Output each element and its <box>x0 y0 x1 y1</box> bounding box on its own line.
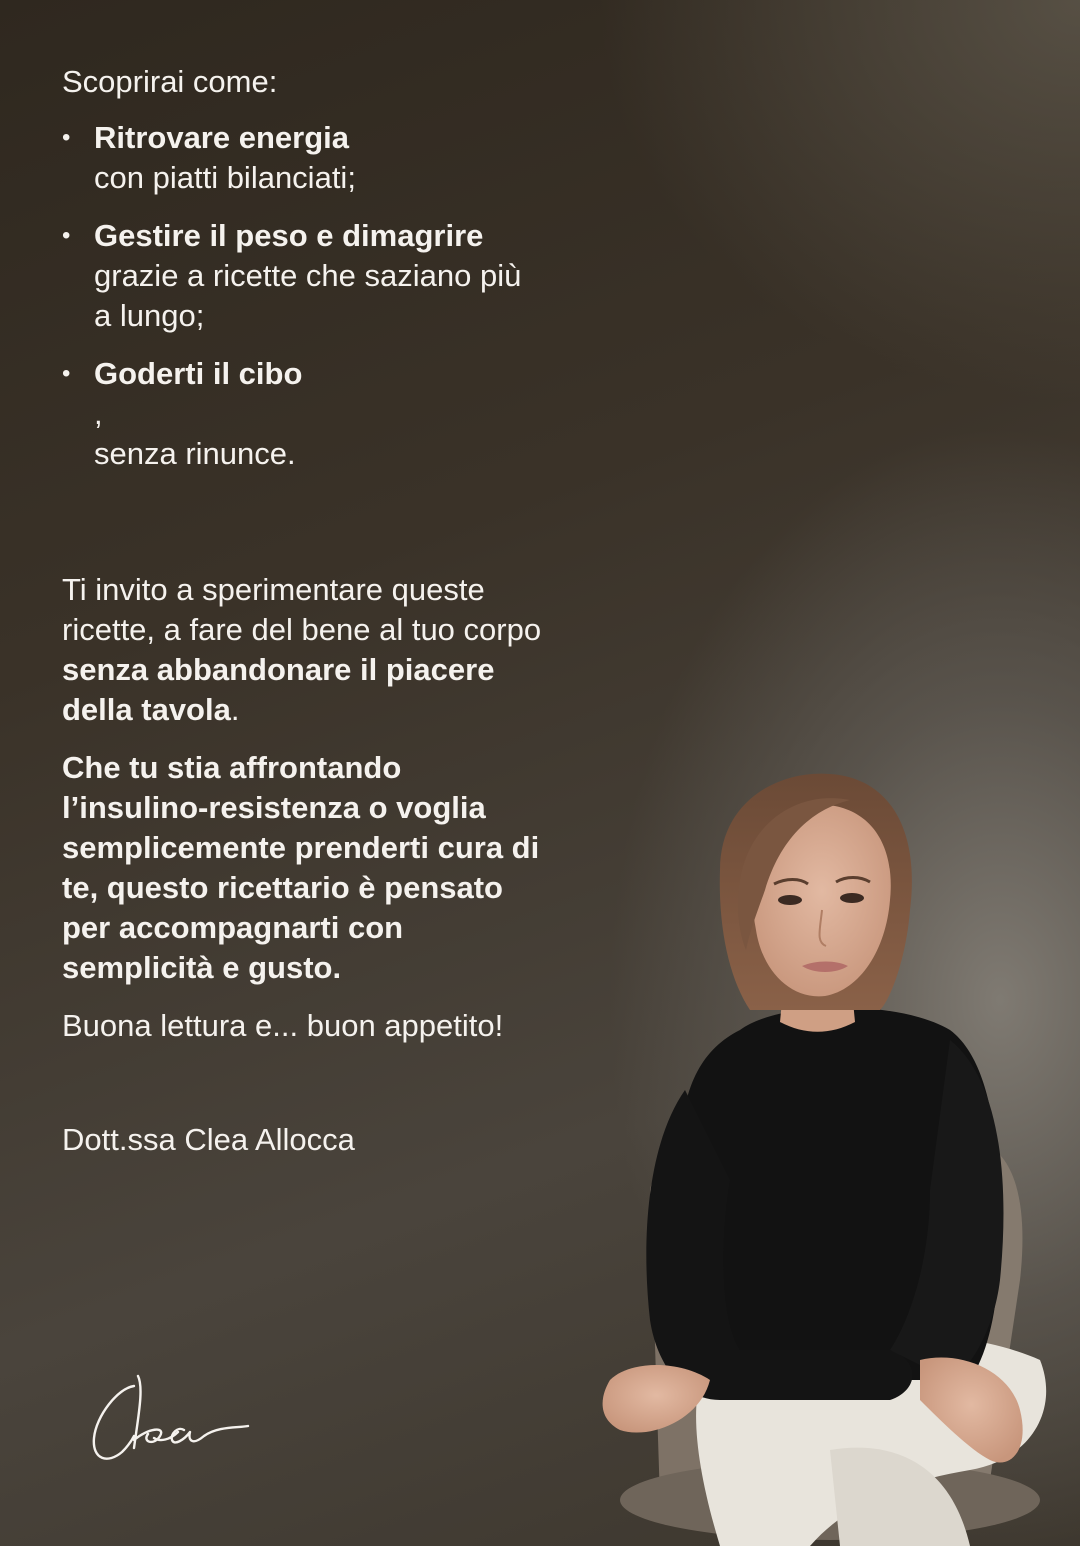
list-item <box>62 216 542 336</box>
invitation-emphasis: senza abbandonare il piacere della tavola <box>62 652 495 727</box>
text-column <box>62 62 542 1160</box>
point-text: con piatti bilanciati; <box>94 160 356 195</box>
point-title: Goderti il cibo <box>94 356 303 391</box>
bullet-icon: • <box>62 124 71 151</box>
purpose-paragraph: Che tu stia affrontando l’insulino-resistenza o voglia semplicemente prenderti cura di te, questo ricettario è pensato per accompagnarti con semplicità e gusto. <box>62 750 540 985</box>
handwritten-signature <box>88 1368 258 1478</box>
author-name: Dott.ssa Clea Allocca <box>62 1122 355 1157</box>
list-item <box>62 354 542 474</box>
invitation-paragraph <box>62 570 542 730</box>
point-title: Ritrovare energia <box>94 120 349 155</box>
point-title-suffix: , <box>94 396 103 431</box>
invitation-end: . <box>230 692 240 727</box>
point-title-line <box>94 354 542 434</box>
point-title: Gestire il peso e dimagrire <box>94 218 484 253</box>
bullet-icon: • <box>62 222 71 249</box>
point-text: senza rinunce. <box>94 436 296 471</box>
list-item <box>62 118 542 198</box>
closing-paragraph: Buona lettura e... buon appetito! <box>62 1008 504 1043</box>
author-photo <box>590 760 1060 1546</box>
invitation-text: Ti invito a sperimentare queste ricette, a fare del bene al tuo corpo <box>62 572 542 647</box>
bullet-icon: • <box>62 360 71 387</box>
point-text: grazie a ricette che saziano più a lungo; <box>94 258 522 333</box>
benefits-list <box>62 118 542 474</box>
intro-text: Scoprirai come: <box>62 64 278 99</box>
